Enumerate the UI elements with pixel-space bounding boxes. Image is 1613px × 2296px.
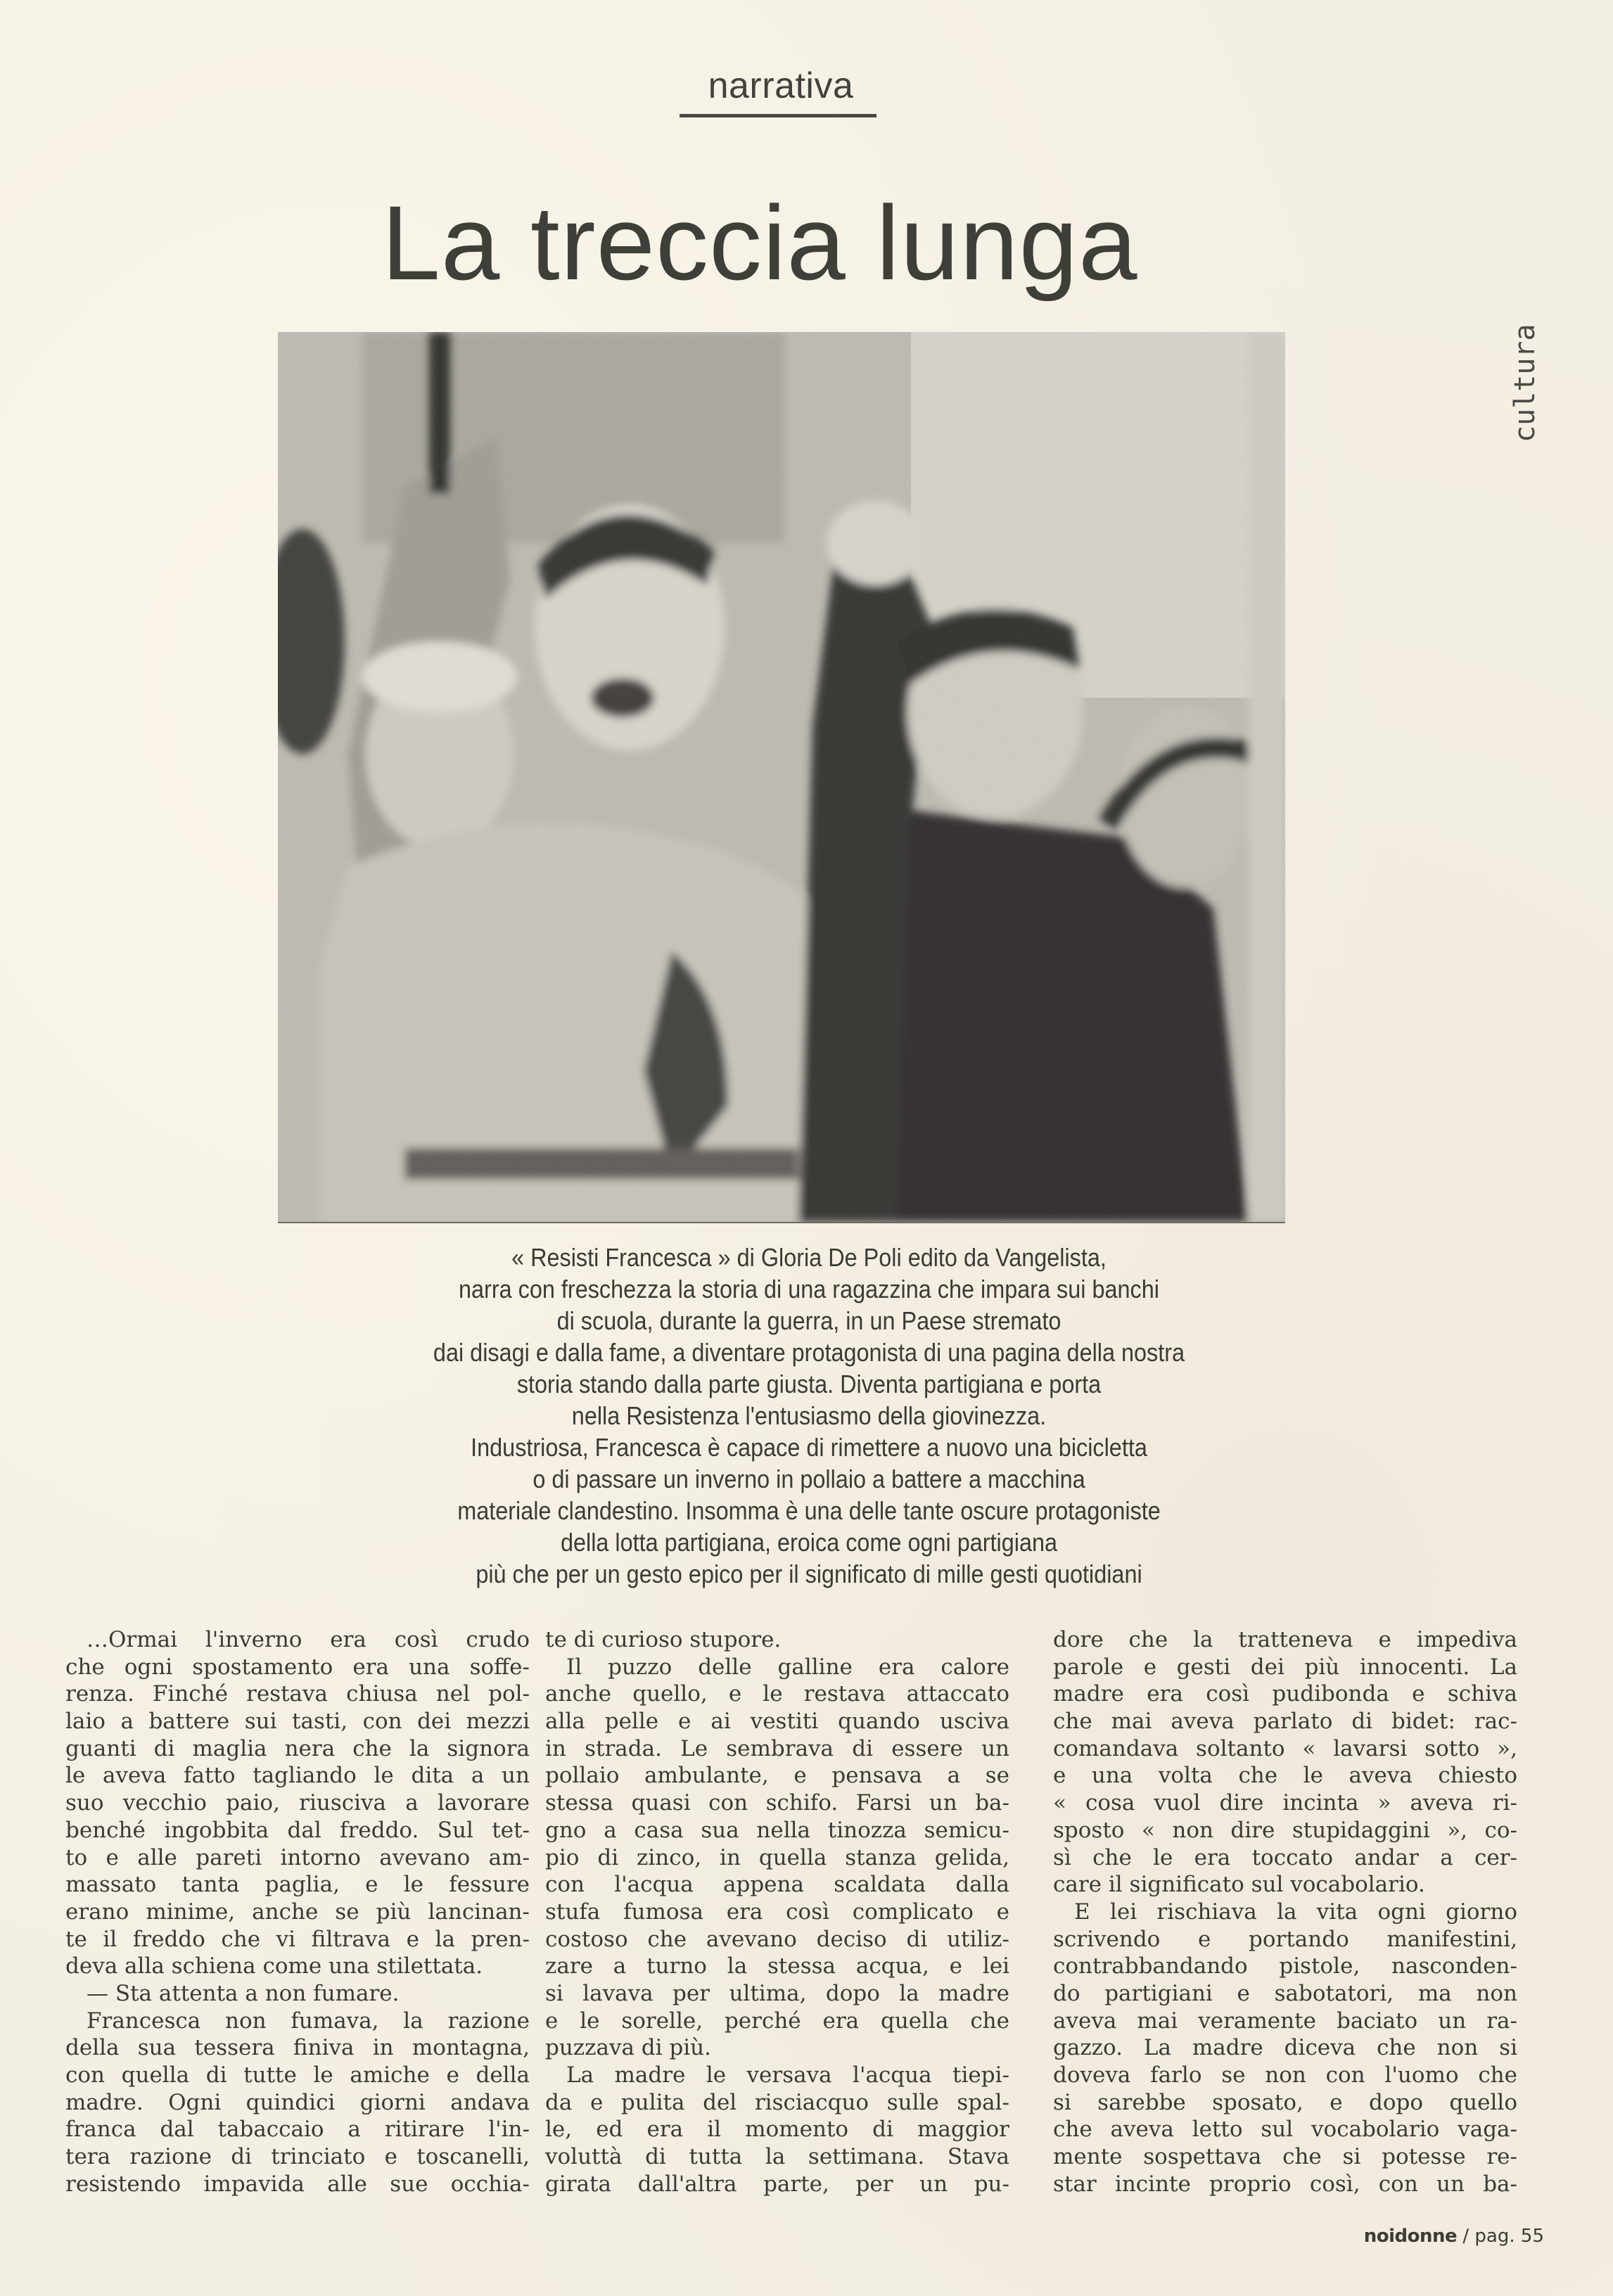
text-line: che ogni spostamento era una soffe- xyxy=(65,1654,530,1680)
text-line: « cosa vuol dire incinta » aveva ri- xyxy=(1053,1790,1517,1816)
magazine-brand: noidonne xyxy=(1363,2226,1458,2247)
text-line: pio di zinco, in quella stanza gelida, xyxy=(545,1844,1009,1870)
text-line: to e alle pareti intorno avevano am- xyxy=(65,1844,530,1870)
text-line: con l'acqua appena scaldata dalla xyxy=(545,1872,1009,1898)
text-line: della sua tessera finiva in montagna, xyxy=(65,2035,530,2061)
text-line: franca dal tabaccaio a ritirare l'in- xyxy=(65,2117,530,2143)
text-line: scrivendo e portando manifestini, xyxy=(1053,1926,1517,1952)
caption-line: Industriosa, Francesca è capace di rimettere a nuovo una bicicletta xyxy=(471,1433,1147,1462)
page-footer xyxy=(1266,2226,1544,2247)
text-line: dore che la tratteneva e impediva xyxy=(1053,1627,1517,1652)
caption-line: storia stando dalla parte giusta. Diventa partigiana e porta xyxy=(516,1370,1102,1398)
text-line: da e pulita del risciacquo sulle spal- xyxy=(545,2089,1009,2115)
page-label: pag. xyxy=(1474,2226,1515,2247)
caption-line: o di passare un inverno in pollaio a battere a macchina xyxy=(533,1465,1085,1493)
text-line: stessa quasi con schifo. Farsi un ba- xyxy=(545,1790,1009,1816)
text-line: aveva mai veramente baciato un ra- xyxy=(1053,2008,1517,2034)
text-line: do partigiani e sabotatori, ma non xyxy=(1053,1980,1517,2006)
text-line: pollaio ambulante, e pensava a se xyxy=(545,1763,1009,1789)
text-line: e una volta che le aveva chiesto xyxy=(1053,1763,1517,1789)
text-line: che aveva letto sul vocabolario vaga- xyxy=(1053,2117,1517,2143)
footer-separator: / xyxy=(1462,2226,1469,2247)
text-line: sposto « non dire stupidaggini », co- xyxy=(1053,1817,1517,1843)
caption-line: narra con freschezza la storia di una ragazzina che impara sui banchi xyxy=(459,1275,1159,1303)
text-line: …Ormai l'inverno era così crudo xyxy=(87,1627,530,1652)
text-line: laio a battere sui tasti, con dei mezzi xyxy=(65,1709,530,1735)
caption-line: della lotta partigiana, eroica come ogni partigiana xyxy=(560,1528,1058,1557)
text-line: gno a casa sua nella tinozza semicu- xyxy=(545,1817,1009,1843)
text-line: voluttà di tutta la settimana. Stava xyxy=(545,2144,1009,2170)
text-line: sì che le era toccato andar a cer- xyxy=(1053,1844,1517,1870)
text-line: che mai aveva parlato di bidet: rac- xyxy=(1053,1709,1517,1735)
photo-partisans-celebrating-icon xyxy=(278,332,1285,1222)
text-line: Il puzzo delle galline era calore xyxy=(566,1654,1009,1680)
text-line: gazzo. La madre diceva che non si xyxy=(1053,2035,1517,2061)
text-line: doveva farlo se non con l'uomo che xyxy=(1053,2062,1517,2088)
text-line: con quella di tutte le amiche e della xyxy=(65,2062,530,2088)
text-line: si lavava per ultima, dopo la madre xyxy=(545,1980,1009,2006)
text-line: E lei rischiava la vita ogni giorno xyxy=(1074,1899,1517,1925)
text-line: tera razione di trinciato e toscanelli, xyxy=(65,2144,530,2170)
text-line: contrabbandando pistole, nasconden- xyxy=(1053,1953,1517,1979)
text-line: stufa fumosa era così complicato e xyxy=(545,1899,1009,1925)
text-line: puzzava di più. xyxy=(545,2035,711,2061)
text-line: si sarebbe sposato, e dopo quello xyxy=(1053,2089,1517,2115)
text-line: zare a turno la stessa acqua, e lei xyxy=(545,1953,1009,1979)
caption-line: più che per un gesto epico per il significato di mille gesti quotidiani xyxy=(476,1560,1142,1588)
text-column-2 xyxy=(545,1626,1009,2198)
caption-line: « Resisti Francesca » di Gloria De Poli edito da Vangelista, xyxy=(511,1243,1107,1272)
text-line: star incinte proprio così, con un ba- xyxy=(1053,2171,1517,2197)
text-line: mente sospettava che si potesse re- xyxy=(1053,2144,1517,2170)
text-line: comandava soltanto « lavarsi sotto », xyxy=(1053,1735,1517,1761)
caption-line: dai disagi e dalla fame, a diventare protagonista di una pagina della nostra xyxy=(433,1338,1185,1367)
text-line: La madre le versava l'acqua tiepi- xyxy=(566,2062,1009,2088)
caption-line: di scuola, durante la guerra, in un Paese stremato xyxy=(556,1306,1061,1335)
text-line: te di curioso stupore. xyxy=(545,1627,782,1652)
caption-line: nella Resistenza l'entusiasmo della giovinezza. xyxy=(571,1401,1047,1430)
text-line: te il freddo che vi filtrava e la pren- xyxy=(65,1926,530,1952)
text-line: renza. Finché restava chiusa nel pol- xyxy=(65,1681,530,1707)
text-line: e le sorelle, perché era quella che xyxy=(545,2008,1009,2034)
caption-line: materiale clandestino. Insomma è una delle tante oscure protagoniste xyxy=(457,1496,1161,1525)
text-line: deva alla schiena come una stilettata. xyxy=(65,1953,483,1979)
article-photo xyxy=(278,332,1285,1223)
text-line: guanti di maglia nera che la signora xyxy=(65,1735,530,1761)
text-line: resistendo impavida alle sue occhia- xyxy=(65,2171,530,2197)
article-title: La treccia lunga xyxy=(381,184,1138,302)
text-line: costoso che avevano deciso di utiliz- xyxy=(545,1926,1009,1952)
text-line: le, ed era il momento di maggior xyxy=(545,2117,1009,2143)
section-label: narrativa xyxy=(708,65,854,106)
page-number: 55 xyxy=(1520,2226,1544,2247)
text-line: in strada. Le sembrava di essere un xyxy=(545,1735,1009,1761)
text-line: massato tanta paglia, e le fessure xyxy=(65,1872,530,1898)
text-line: anche quello, e le restava attaccato xyxy=(545,1681,1009,1707)
text-line: madre era così pudibonda e schiva xyxy=(1053,1681,1517,1707)
side-section-label: cultura xyxy=(1509,324,1541,443)
text-line: — Sta attenta a non fumare. xyxy=(87,1980,400,2006)
text-line: parole e gesti dei più innocenti. La xyxy=(1053,1654,1517,1680)
text-column-1 xyxy=(65,1626,530,2198)
text-line: Francesca non fumava, la razione xyxy=(87,2008,530,2034)
text-column-3 xyxy=(1053,1626,1517,2198)
text-line: girata dall'altra parte, per un pu- xyxy=(545,2171,1009,2197)
text-line: benché ingobbita dal freddo. Sul tet- xyxy=(65,1817,530,1843)
section-underline xyxy=(680,114,876,117)
text-line: suo vecchio paio, riusciva a lavorare xyxy=(65,1790,530,1816)
text-line: le aveva fatto tagliando le dita a un xyxy=(65,1763,530,1789)
text-line: madre. Ogni quindici giorni andava xyxy=(65,2089,530,2115)
text-line: alla pelle e ai vestiti quando usciva xyxy=(545,1709,1009,1735)
text-line: erano minime, anche se più lancinan- xyxy=(65,1899,530,1925)
photo-caption xyxy=(271,1242,1347,1590)
text-line: care il significato sul vocabolario. xyxy=(1053,1872,1425,1898)
